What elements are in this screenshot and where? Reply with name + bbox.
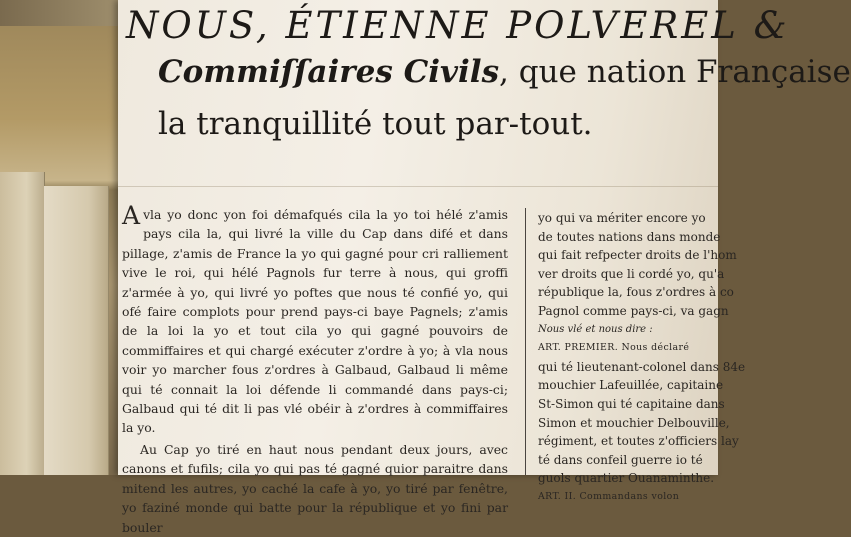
commissaires-civils-text: Commiſſaires Civils [158, 54, 500, 90]
text-line: St-Simon qui té capitaine dans [538, 396, 725, 411]
text-line: de toutes nations dans monde [538, 229, 721, 244]
proclamation-poster [118, 0, 851, 535]
right-text-column [538, 209, 746, 507]
background-book [44, 186, 109, 475]
text-line: guols quartier Ouanaminthe. [538, 471, 715, 486]
text-line: Pagnol comme pays-ci, va gagn [538, 303, 729, 318]
text-line: Nous vlé et nous dire : [538, 323, 653, 335]
left-text-column [122, 201, 508, 537]
drop-cap: A [122, 201, 141, 230]
text-line: mouchier Lafeuillée, capitaine [538, 378, 724, 393]
poster-heading-line-3: la tranquillité tout par-tout. [158, 106, 593, 142]
background-shelf [0, 0, 130, 26]
paragraph-1 [122, 201, 508, 438]
column-divider [525, 208, 526, 475]
text-line: qui té lieutenant-colonel dans 84e [538, 359, 746, 374]
text-line: té dans confeil guerre io té [538, 452, 703, 467]
article-heading: ART. II. Commandans volon [538, 490, 680, 502]
background-book [0, 172, 45, 475]
text-line: Simon et mouchier Delbouville, [538, 415, 730, 430]
text-line: régiment, et toutes z'officiers lay [538, 434, 739, 449]
text-line: ver droits que li cordé yo, qu'a [538, 266, 725, 281]
heading-line-2-rest: , que nation Française [499, 54, 851, 90]
text-line: république la, fous z'ordres à co [538, 285, 734, 300]
paragraph-2: Au Cap yo tiré en haut nous pendant deux jours, avec canons et fufils; cila yo qui pas té gagné quior paraitre dans mitend les autres, yo caché la cafe à yo, yo tiré par fenêtre, yo faziné monde qui batte pour la république et yo fini par bouler [122, 441, 508, 535]
article-heading: ART. PREMIER. Nous déclaré [538, 342, 690, 354]
paragraph-1-text: vla yo donc yon foi démafqués cila la yo toi hélé z'amis pays cila la, qui livré la ville du Cap dans difé et dans pillage, z'amis de France la yo qui gagné pour cri ralliement vive le roi, qui hélé Pagnols fur terre à nous, qui groffi z'armée à yo, qui livré yo poftes que nous té confié yo, qui ofé faire complots pour prend pays-ci baye Pagnels; z'amis de la loi la yo et tout cila yo qui gagné pouvoirs de commiffaires et qui chargé exécuter z'ordre à yo; à vla nous voir yo marcher fous z'ordres à Galbaud, Galbaud li même qui té connait la loi défende li commandé dans pays-ci; Galbaud qui té dit li pas vlé obéir à z'ordres à commiffaires la yo. [122, 207, 508, 436]
poster-heading-line-1: NOUS, ÉTIENNE POLVEREL & [126, 4, 790, 47]
poster-heading-line-2 [158, 54, 851, 90]
text-line: qui fait refpecter droits de l'hom [538, 248, 737, 263]
text-line: yo qui va mériter encore yo [538, 211, 706, 225]
